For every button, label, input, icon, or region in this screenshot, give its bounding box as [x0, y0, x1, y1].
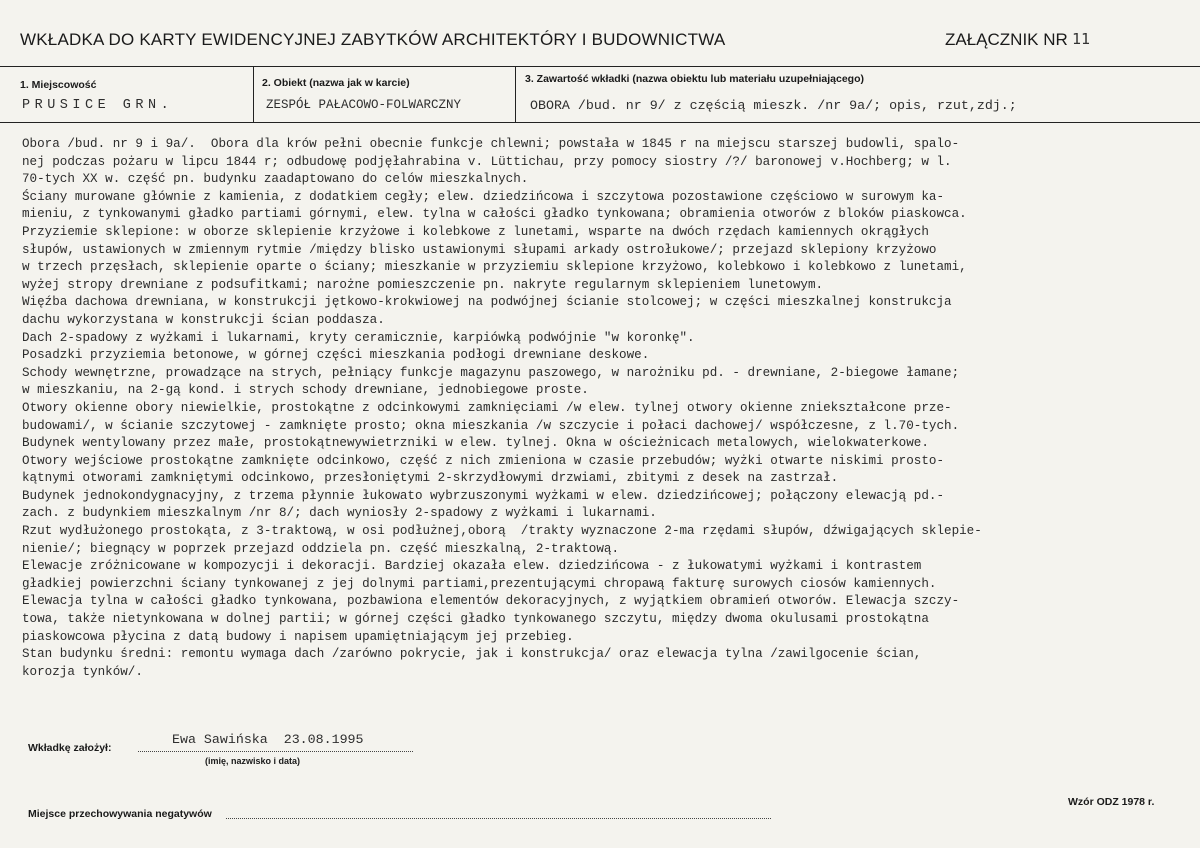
object-value: ZESPÓŁ PAŁACOWO-FOLWARCZNY: [266, 98, 462, 112]
author-hint: (imię, nazwisko i data): [205, 756, 301, 766]
locality-label: 1. Miejscowość: [20, 79, 97, 91]
fields-rule: [0, 122, 1200, 123]
description-line: Przyziemie sklepione: w oborze sklepienie krzyżowe i kolebkowe z lunetami, wsparte na dwóch rzędach kamiennych okrągłych: [22, 224, 929, 239]
description-line: mieniu, z tynkowanymi gładko partiami górnymi, elew. tylna w całości gładko tynkowana; obramienia otworów z bloków piaskowca.: [22, 207, 967, 222]
description-line: piaskowcowa płycina z datą budowy i napisem upamiętniającym jej przebieg.: [22, 629, 574, 644]
field-divider-1: [253, 66, 254, 122]
annex-label: ZAŁĄCZNIK NR: [945, 30, 1068, 49]
description-line: Stan budynku średni: remontu wymaga dach /zarówno pokrycie, jak i konstrukcja/ oraz elewacja tylna /zawilgocenie ścian,: [22, 647, 922, 662]
description-line: gładkiej powierzchni ściany tynkowanej z jej dolnymi partiami,prezentującymi chropawą fakturę surowych ciosów kamiennych.: [22, 576, 937, 591]
negatives-line: [226, 818, 771, 819]
description-line: w mieszkaniu, na 2-gą kond. i strych schody drewniane, jednobiegowe proste.: [22, 383, 589, 398]
description-line: 70-tych XX w. część pn. budynku zaadaptowano do celów mieszkalnych.: [22, 172, 529, 187]
header-rule: [0, 66, 1200, 67]
negatives-label: Miejsce przechowywania negatywów: [28, 808, 212, 820]
object-label: 2. Obiekt (nazwa jak w karcie): [262, 77, 410, 89]
form-title: WKŁADKA DO KARTY EWIDENCYJNEJ ZABYTKÓW ARCHITEKTÓRY I BUDOWNICTWA: [20, 30, 726, 49]
description-line: Rzut wydłużonego prostokąta, z 3-traktową, w osi podłużnej,oborą /trakty wyznaczone 2-ma rzędami słupów, dźwigających sklepie-: [22, 524, 982, 539]
author-label: Wkładkę założył:: [28, 742, 112, 754]
content-label: 3. Zawartość wkładki (nazwa obiektu lub materiału uzupełniającego): [525, 73, 864, 85]
description-line: Budynek jednokondygnacyjny, z trzema płynnie łukowato wybrzuszonymi wyżkami w elew. dziedzińcowej; połączony elewacją pd.-: [22, 488, 945, 503]
locality-value: PRUSICE GRN.: [22, 98, 174, 113]
author-line: [138, 751, 413, 752]
description-line: wyżej stropy drewniane z podsufitkami; narożne pomieszczenie pn. nakryte regularnym sklepieniem lunetowym.: [22, 277, 824, 292]
description-line: Otwory okienne obory niewielkie, prostokątne z odcinkowymi zamknięciami /w elew. tylnej otwory okienne zniekształcone prze-: [22, 400, 952, 415]
description-line: słupów, ustawionych w zmiennym rytmie /między blisko ustawionymi słupami arkady ostrołukowe/; przejazd sklepiony krzyżowo: [22, 242, 937, 257]
description-line: zach. z budynkiem mieszkalnym /nr 8/; dach wyniosły 2-spadowy z wyżkami i lukarnami.: [22, 506, 657, 521]
description-line: Więźba dachowa drewniana, w konstrukcji jętkowo-krokwiowej na podwójnej ścianie stolcowej; w części mieszkalnej konstrukcja: [22, 295, 952, 310]
description-line: dachu wykorzystana w konstrukcji ścian poddasza.: [22, 312, 385, 327]
description-line: Ściany murowane głównie z kamienia, z dodatkiem cegły; elew. dziedzińcowa i szczytowa pozostawione częściowo w surowym ka-: [22, 189, 945, 204]
description-line: Budynek wentylowany przez małe, prostokątnewywietrzniki w elew. tylnej. Okna w ościeżnicach metalowych, wielokwaterkowe.: [22, 436, 929, 451]
description-line: kątnymi otworami zamkniętymi odcinkowo, przesłoniętymi 2-skrzydłowymi drzwiami, zbitymi z desek na zastrzał.: [22, 471, 839, 486]
author-value: Ewa Sawińska 23.08.1995: [172, 732, 364, 747]
description-line: Dach 2-spadowy z wyżkami i lukarnami, kryty ceramicznie, karpiówką podwójnie "w koronkę".: [22, 330, 695, 345]
description-line: Posadzki przyziemia betonowe, w górnej części mieszkania podłogi drewniane deskowe.: [22, 348, 650, 363]
field-divider-2: [515, 66, 516, 122]
description-line: Elewacja tylna w całości gładko tynkowana, pozbawiona elementów dekoracyjnych, z wyjątkiem obramień otworów. Elewacja szczy-: [22, 594, 960, 609]
form-template-label: Wzór ODZ 1978 r.: [1068, 796, 1155, 808]
description-line: nej podczas pożaru w lipcu 1844 r; odbudowę podjęłahrabina v. Lüttichau, przy pomocy siostry /?/ baronowej v.Hochberg; w l.: [22, 154, 952, 169]
description-line: Otwory wejściowe prostokątne zamknięte odcinkowo, część z nich zmieniona w czasie przebudów; wyżki otwarte niskimi prosto-: [22, 453, 945, 468]
description-text: [22, 136, 1192, 681]
description-line: w trzech przęsłach, sklepienie oparte o ściany; mieszkanie w przyziemiu sklepione krzyżowo, kolebkowo i kolebkowo z lunetami,: [22, 260, 967, 275]
description-line: Elewacje zróżnicowane w kompozycji i dekoracji. Bardziej okazała elew. dziedzińcowa - z łukowatymi wyżkami i kontrastem: [22, 559, 922, 574]
description-line: nienie/; biegnący w poprzek przejazd oddziela pn. część mieszkalną, 2-traktową.: [22, 541, 620, 556]
content-value: OBORA /bud. nr 9/ z częścią mieszk. /nr 9a/; opis, rzut,zdj.;: [530, 98, 1017, 113]
annex-number: 11: [1072, 30, 1091, 48]
description-line: Obora /bud. nr 9 i 9a/. Obora dla krów pełni obecnie funkcje chlewni; powstała w 1845 r na miejscu starszej budowli, spalo-: [22, 137, 960, 151]
description-line: korozja tynków/.: [22, 664, 143, 679]
description-line: towa, także nietynkowana w dolnej partii; w górnej części gładko tynkowanego szczytu, między dwoma okulusami prostokątna: [22, 612, 929, 627]
description-line: Schody wewnętrzne, prowadzące na strych, pełniący funkcje magazynu paszowego, w narożniku pd. - drewniane, 2-biegowe łamane;: [22, 365, 960, 380]
description-line: budowami/, w ścianie szczytowej - zamknięte prosto; okna mieszkania /w szczycie i połaci dachowej/ współczesne, z l.70-tych.: [22, 418, 960, 433]
